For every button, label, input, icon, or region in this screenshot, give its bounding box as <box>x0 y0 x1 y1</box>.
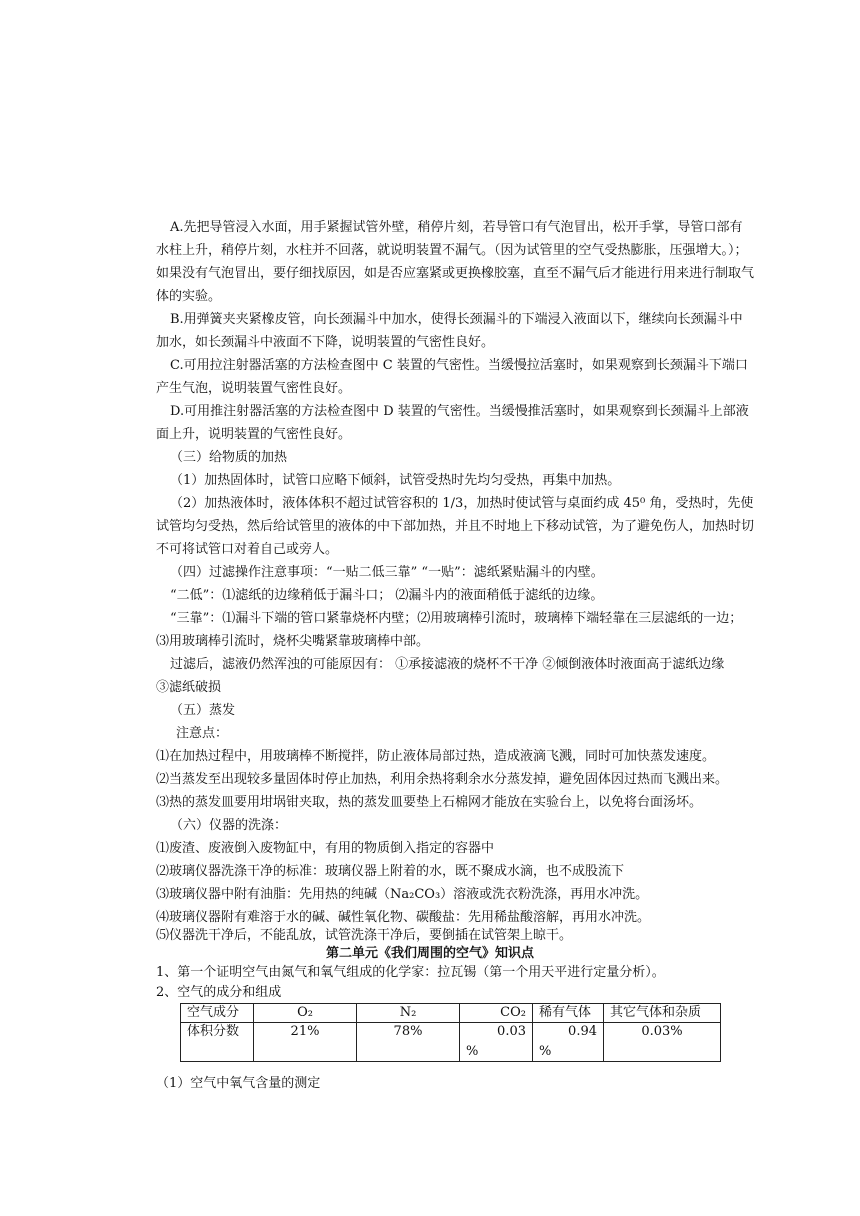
text-line: 不可将试管口对着自己或旁人。 <box>156 542 339 557</box>
table-cell <box>460 1023 533 1062</box>
text-line: ③滤纸破损 <box>156 680 222 695</box>
table-cell-value: 0.94 <box>568 1024 597 1039</box>
text-line: ⑶玻璃仪器中附有油脂：先用热的纯碱（Na₂CO₃）溶液或洗衣粉洗涤，再用水冲洗。 <box>156 887 649 902</box>
text-line: “三靠”：⑴漏斗下端的管口紧靠烧杯内壁；⑵用玻璃棒引流时，玻璃棒下端轻靠在三层滤纸的一边； <box>170 611 743 626</box>
table-cell-wrap: % <box>539 1044 552 1059</box>
table-cell: 0.03% <box>604 1023 721 1062</box>
table-cell-value: 0.03 <box>497 1024 526 1039</box>
text-line: C.可用拉注射器活塞的方法检查图中 C 装置的气密性。当缓慢拉活塞时，如果观察到长颈漏斗下端口 <box>170 358 748 373</box>
text-line: ⑴废渣、废液倒入废物缸中，有用的物质倒入指定的容器中 <box>156 841 495 856</box>
unit-title: 第二单元《我们周围的空气》知识点 <box>325 946 534 961</box>
section-heading: （六）仪器的洗涤： <box>170 818 288 833</box>
text-line: （1）空气中氧气含量的测定 <box>156 1076 321 1091</box>
table-header-cell: 稀有气体 <box>533 1004 604 1023</box>
text-line: 产生气泡，说明装置气密性良好。 <box>156 381 352 396</box>
text-line: 体的实验。 <box>156 289 222 304</box>
table-header-cell: 空气成分 <box>181 1004 254 1023</box>
text-line: 过滤后，滤液仍然浑浊的可能原因有： ①承接滤液的烧杯不干净 ②倾倒液体时液面高于滤纸边缘 <box>170 657 725 672</box>
text-line: B.用弹簧夹夹紧橡皮管，向长颈漏斗中加水，使得长颈漏斗的下端浸入液面以下，继续向长颈漏斗中 <box>170 312 743 327</box>
text-line: ⑶热的蒸发皿要用坩埚钳夹取，热的蒸发皿要垫上石棉网才能放在实验台上，以免将台面汤坏。 <box>156 795 703 810</box>
text-line: D.可用推注射器活塞的方法检查图中 D 装置的气密性。当缓慢推活塞时，如果观察到长颈漏斗上部液 <box>170 404 749 419</box>
section-heading: （三）给物质的加热 <box>170 450 288 465</box>
text-line: ⑴在加热过程中，用玻璃棒不断搅拌，防止液体局部过热，造成液滴飞溅，同时可加快蒸发速度。 <box>156 749 716 764</box>
table-row <box>181 1023 721 1062</box>
text-line: （2）加热液体时，液体体积不超过试管容积的 1/3，加热时使试管与桌面约成 45⁰ 角，受热时，先使 <box>170 496 754 511</box>
table-header-cell: O₂ <box>254 1004 357 1023</box>
text-line: A.先把导管浸入水面，用手紧握试管外壁，稍停片刻，若导管口有气泡冒出，松开手掌，导管口部有 <box>170 220 743 235</box>
text-line: 1、第一个证明空气由氮气和氧气组成的化学家：拉瓦锡（第一个用天平进行定量分析）。 <box>156 965 665 980</box>
table-cell: 体积分数 <box>181 1023 254 1062</box>
text-line: ⑵当蒸发至出现较多量固体时停止加热，利用余热将剩余水分蒸发掉，避免固体因过热而飞溅出来。 <box>156 772 729 787</box>
section-heading: （五）蒸发 <box>170 703 236 718</box>
table-cell-wrap: % <box>466 1044 479 1059</box>
table-header-cell: N₂ <box>357 1004 460 1023</box>
text-line: 水柱上升，稍停片刻，水柱并不回落，就说明装置不漏气。（因为试管里的空气受热膨胀，压强增大。）； <box>156 243 748 258</box>
text-line: ⑷玻璃仪器附有难溶于水的碱、碱性氧化物、碳酸盐：先用稀盐酸溶解，再用水冲洗。 <box>156 910 651 925</box>
text-line: （1）加热固体时，试管口应略下倾斜，试管受热时先均匀受热，再集中加热。 <box>170 473 621 488</box>
text-line: “二低”：⑴滤纸的边缘稍低于漏斗口； ⑵漏斗内的液面稍低于滤纸的边缘。 <box>170 588 604 603</box>
text-line: ⑸仪器洗干净后，不能乱放，试管洗涤干净后，要倒插在试管架上晾干。 <box>156 928 573 943</box>
text-line: 如果没有气泡冒出，要仔细找原因，如是否应塞紧或更换橡胶塞，直至不漏气后才能进行用来进行制取气 <box>156 266 755 281</box>
text-line: ⑵玻璃仪器洗涤干净的标准：玻璃仪器上附着的水，既不聚成水滴，也不成股流下 <box>156 864 625 879</box>
text-line: 加水，如长颈漏斗中液面不下降，说明装置的气密性良好。 <box>156 335 495 350</box>
text-line: 注意点： <box>176 726 229 741</box>
text-line: ⑶用玻璃棒引流时，烧杯尖嘴紧靠玻璃棒中部。 <box>156 634 430 649</box>
text-line: 面上升，说明装置的气密性良好。 <box>156 427 352 442</box>
table-cell: 78% <box>357 1023 460 1062</box>
table-header-cell: CO₂ <box>460 1004 533 1023</box>
table-header-row <box>181 1004 721 1023</box>
text-line: 2、空气的成分和组成 <box>156 985 282 1000</box>
air-composition-table <box>180 1003 721 1062</box>
table-header-cell: 其它气体和杂质 <box>604 1004 721 1023</box>
table-cell <box>533 1023 604 1062</box>
text-line: 试管均匀受热，然后给试管里的液体的中下部加热，并且不时地上下移动试管，为了避免伤人，加热时切 <box>156 519 755 534</box>
section-heading: （四）过滤操作注意事项：“一贴二低三靠” “一贴”：滤纸紧贴漏斗的内壁。 <box>170 565 604 580</box>
table-cell: 21% <box>254 1023 357 1062</box>
